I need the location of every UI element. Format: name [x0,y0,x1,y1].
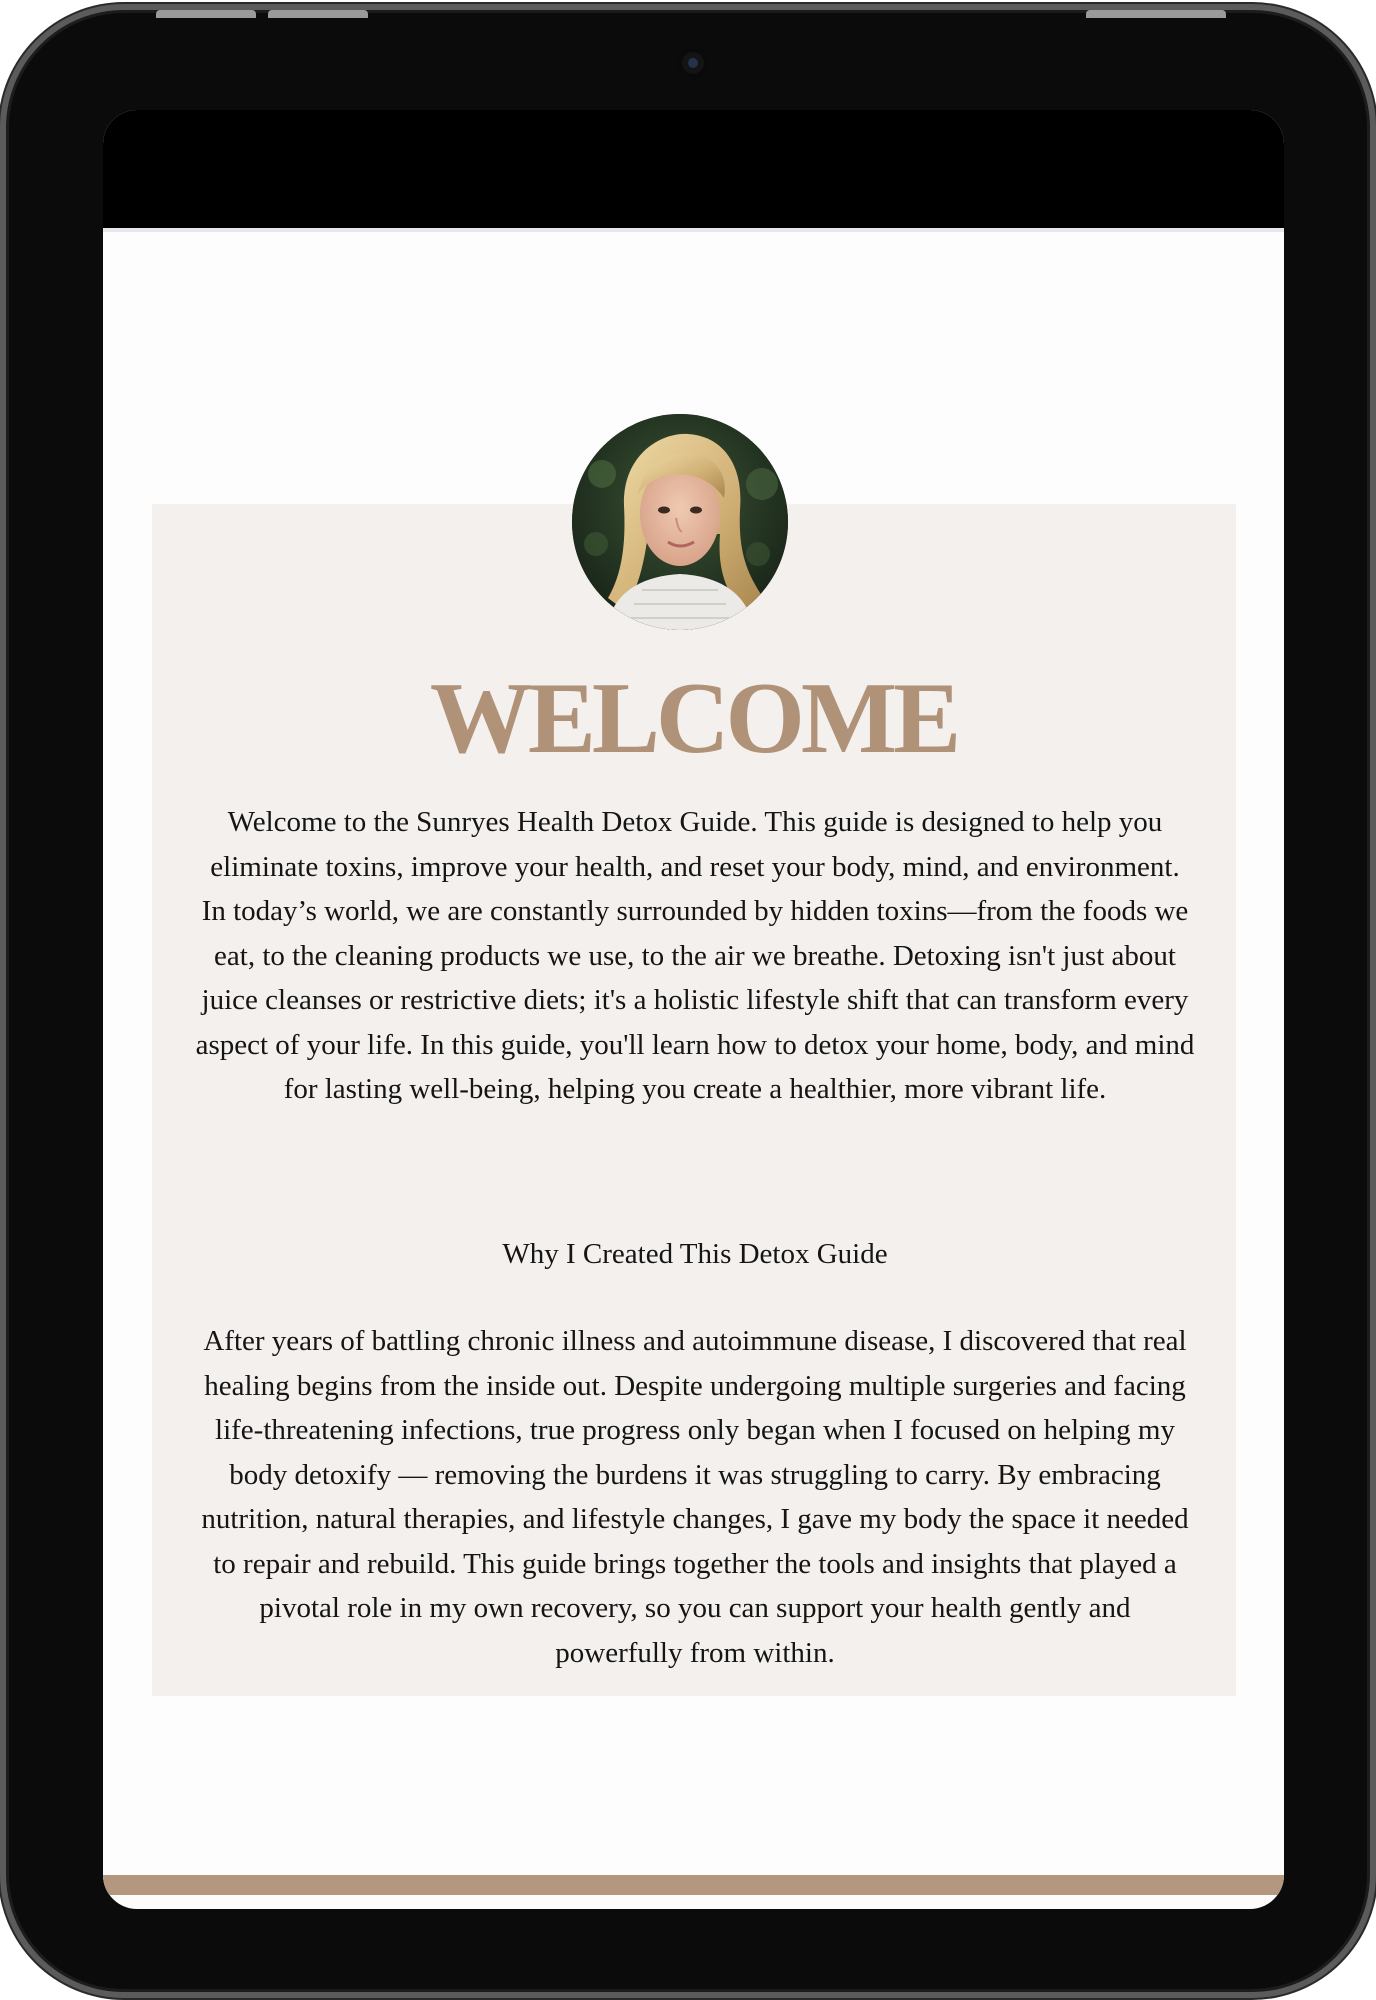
intro-paragraph: Welcome to the Sunryes Health Detox Guide. This guide is designed to help you eliminate toxins, improve your health, and reset your body, mind, and environment. In today’s world, we are constantly surrounded by hidden toxins—from the foods we eat, to the cleaning products we use, to the air we breathe. Detoxing isn't just about juice cleanses or restrictive diets; it's a holistic lifestyle shift that can transform every aspect of your life. In this guide, you'll learn how to detox your home, body, and mind for lasting well-being, helping you create a healthier, more vibrant life. [195,806,1195,1105]
bottom-accent-bar [103,1875,1284,1895]
power-button [1086,10,1226,18]
tablet-frame [0,4,1376,1998]
volume-down-button [268,10,368,18]
story-paragraph: After years of battling chronic illness and autoimmune disease, I discovered that real healing begins from the inside out. Despite undergoing multiple surgeries and facing life-threatening infections, true progress only began when I focused on helping my body detoxify — removing the burdens it was struggling to carry. By embracing nutrition, natural therapies, and lifestyle changes, I gave my body the space it needed to repair and rebuild. This guide brings together the tools and insights that played a pivotal role in my own recovery, so you can support your health gently and powerfully from within. [201,1325,1189,1669]
author-avatar [572,414,788,630]
page-title: WELCOME [429,662,958,775]
camera-icon [676,46,710,80]
tablet-screen [103,110,1284,1909]
screen-top-bar [103,110,1284,228]
section-heading: Why I Created This Detox Guide [502,1238,888,1270]
document-page[interactable] [103,228,1284,1895]
volume-up-button [156,10,256,18]
author-portrait-image [572,414,788,630]
